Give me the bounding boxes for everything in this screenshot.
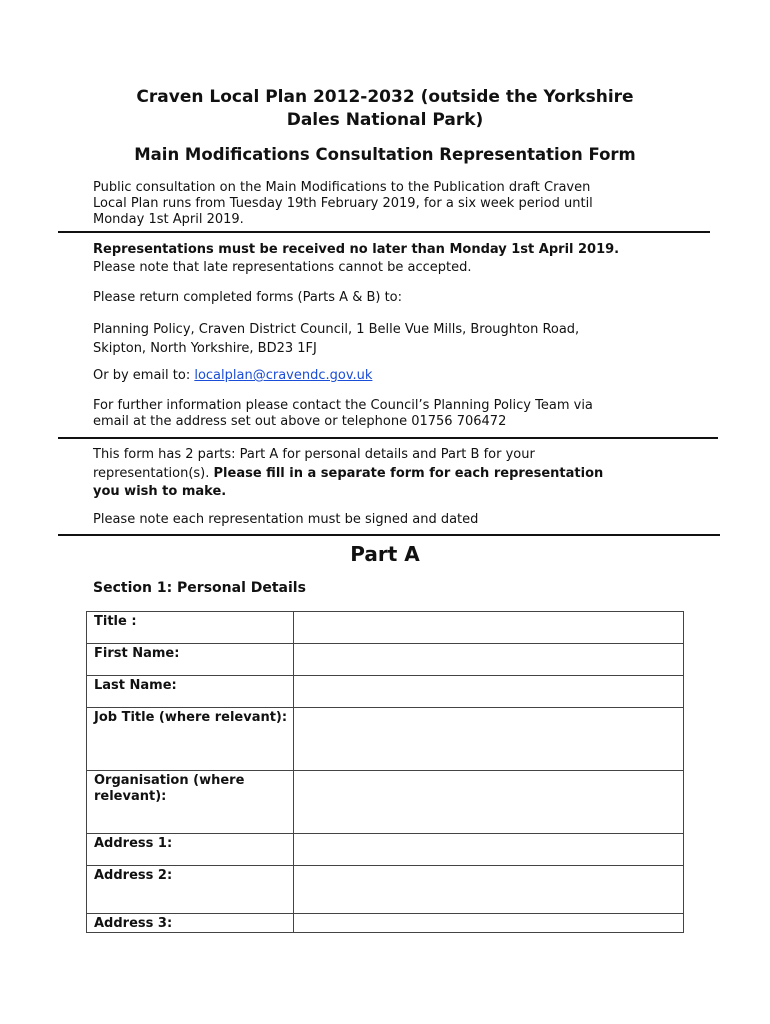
- postal-address: [93, 320, 693, 358]
- address-3-label: Address 3:: [87, 914, 294, 933]
- title-line-1: Craven Local Plan 2012-2032 (outside the Yorkshire: [136, 87, 634, 107]
- last-name-input[interactable]: [294, 676, 684, 708]
- consultation-line-1: Public consultation on the Main Modifications to the Publication draft Craven: [93, 180, 591, 195]
- row-title: [87, 612, 684, 644]
- parts-line-3: you wish to make.: [93, 484, 227, 499]
- last-name-label: Last Name:: [87, 676, 294, 708]
- parts-line-1: This form has 2 parts: Part A for personal details and Part B for your: [93, 447, 535, 462]
- late-note: Please note that late representations cannot be accepted.: [93, 260, 472, 275]
- address-1-input[interactable]: [294, 834, 684, 866]
- title-input[interactable]: [294, 612, 684, 644]
- parts-line-2-bold: Please fill in a separate form for each representation: [213, 465, 604, 481]
- title-line-2: Dales National Park): [286, 110, 484, 130]
- row-address-3: [87, 914, 684, 933]
- form-parts-paragraph: [93, 446, 693, 502]
- first-name-label: First Name:: [87, 644, 294, 676]
- address-line-2: Skipton, North Yorkshire, BD23 1FJ: [93, 341, 317, 356]
- job-title-input[interactable]: [294, 708, 684, 771]
- parts-line-2-plain: representation(s).: [93, 465, 214, 481]
- row-organisation: [87, 771, 684, 834]
- consultation-line-2: Local Plan runs from Tuesday 19th February 2019, for a six week period until: [93, 196, 593, 211]
- organisation-input[interactable]: [294, 771, 684, 834]
- consultation-line-3: Monday 1st April 2019.: [93, 212, 244, 227]
- further-info-line-1: For further information please contact the Council’s Planning Policy Team via: [93, 398, 593, 413]
- consultation-paragraph: [93, 180, 693, 228]
- job-title-label: Job Title (where relevant):: [87, 708, 294, 771]
- email-prefix: Or by email to:: [93, 368, 195, 383]
- further-info-paragraph: [93, 398, 693, 430]
- row-job-title: [87, 708, 684, 771]
- title-label: Title :: [87, 612, 294, 644]
- divider-3: [58, 534, 720, 536]
- row-address-1: [87, 834, 684, 866]
- parts-line-2: [93, 465, 693, 484]
- section-1-title: Section 1: Personal Details: [93, 580, 306, 596]
- row-address-2: [87, 866, 684, 914]
- document-title: [60, 86, 710, 132]
- deadline-block: [93, 242, 693, 276]
- return-instruction: Please return completed forms (Parts A & B) to:: [93, 290, 403, 305]
- address-1-label: Address 1:: [87, 834, 294, 866]
- signed-note: Please note each representation must be signed and dated: [93, 512, 479, 527]
- email-link[interactable]: localplan@cravendc.gov.uk: [194, 368, 373, 383]
- email-line: [93, 368, 693, 384]
- form-subtitle: Main Modifications Consultation Representation Form: [134, 145, 636, 164]
- deadline-text: Representations must be received no later than Monday 1st April 2019.: [93, 242, 620, 257]
- address-line-1: Planning Policy, Craven District Council, 1 Belle Vue Mills, Broughton Road,: [93, 322, 580, 337]
- further-info-line-2: email at the address set out above or telephone 01756 706472: [93, 414, 507, 429]
- part-a-heading: Part A: [350, 542, 420, 566]
- address-3-input[interactable]: [294, 914, 684, 933]
- divider-2: [58, 437, 718, 439]
- address-2-input[interactable]: [294, 866, 684, 914]
- first-name-input[interactable]: [294, 644, 684, 676]
- address-2-label: Address 2:: [87, 866, 294, 914]
- organisation-label: Organisation (where relevant):: [87, 771, 294, 834]
- row-last-name: [87, 676, 684, 708]
- divider-1: [58, 231, 710, 233]
- personal-details-table: [86, 611, 684, 933]
- row-first-name: [87, 644, 684, 676]
